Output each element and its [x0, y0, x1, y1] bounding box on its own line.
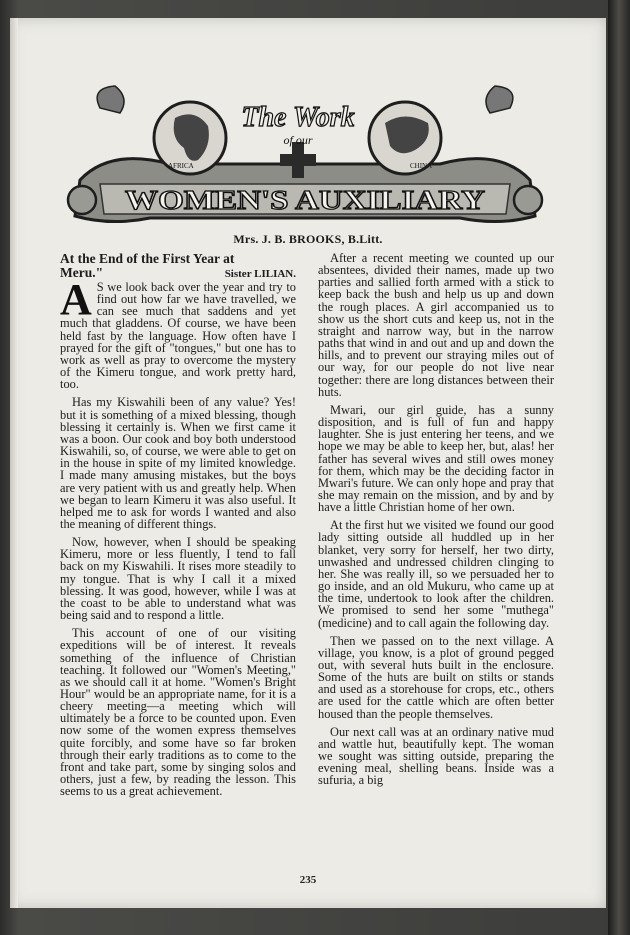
paragraph: At the first hut we visited we found our good lady sitting outside all huddled up in her blanket, very sorry for herself, her two dirty, unwashed and undressed children clinging to her. She was really ill, so we persuaded her to go inside, and an old Mukuru, who came up at the time, undertook to look after the children. We promised to send her some "muthega" (medicine) and to call again the following day.: [318, 518, 554, 630]
paragraph-text: S we look back over the year and try to find out how far we have travelled, we can see much that saddens and yet much that gladdens. Of course, we have been held fast by the language. How often have I prayed for the gift of "tongues," but one has to work as well as pray to overcome the mystery of the Kimeru tongue, and work pretty hard, too.: [60, 280, 296, 392]
scroll-left: [68, 186, 96, 214]
article-title: [60, 252, 296, 280]
paragraph: Now, however, when I should be speaking Kimeru, more or less fluently, I tend to fall back on my Kiswahili. It rises more steadily to my tongue. That is why I call it a mixed blessing. It was good, however, while I was at the coast to be able to understand what was being said and to respond a little.: [60, 535, 296, 623]
paragraph: After a recent meeting we counted up our absentees, divided their names, made up two parties and sallied forth armed with a stick to keep back the bush and help us up and down the rough places. A girl accompanied us to show us the short cuts and keep us, not in the straight and narrow way, but in the narrow paths that wind in and out and up and down the hills, and to prevent our straying miles out of our way, for our people do not live near together: there are long distances between their huts.: [318, 251, 554, 399]
article-title-line2: Meru.": [60, 265, 104, 280]
banner-title-line1: The Work: [241, 102, 355, 133]
banner-title-line3: WOMEN'S AUXILIARY: [125, 185, 485, 215]
header-banner: [60, 68, 550, 238]
paragraph: Our next call was at an ordinary native mud and wattle hut, beautifully kept. The woman we sought was sitting outside, preparing the evening meal, shelling beans. Inside was a sufuria, a big: [318, 724, 554, 788]
globe-right-label: CHINA: [410, 162, 433, 170]
paragraph: Then we passed on to the next village. A village, you know, is a plot of ground pegged out, with several huts built in the enclosure. Some of the huts are built on stilts or stands and used as a storehouse for crops, etc., others are used for the cattle which are often better housed than the people themselves.: [318, 633, 554, 721]
book-page: [10, 18, 606, 908]
banner-title-line2: of our: [283, 133, 313, 147]
paragraph: Mwari, our girl guide, has a sunny disposition, and is full of fun and happy laughter. She is just entering her teens, and we hope we may be able to keep her, but, alas! her father has several wives and still owes money for them, which may be the deciding factor in Mwari's future. We can only hope and pray that she may remain on the mission, and by and by have a little Christian home of her own.: [318, 402, 554, 515]
article-byline: Sister LILIAN.: [224, 268, 296, 280]
article-title-line1: At the End of the First Year at: [60, 251, 235, 266]
right-column: [318, 252, 554, 793]
scroll-right: [514, 186, 542, 214]
paragraph: This account of one of our visiting expeditions will be of interest. It reveals something of the influence of Christian teaching. It followed our "Women's Meeting," as we should call it at home. "Women's Bright Hour" would be an appropriate name, for it is a cheery meeting—a meeting which will ultimately be a force to be counted upon. Even now some of the women express themselves quite forcibly, and some have so far broken through their early traditions as to come to the front and take part, some by singing solos and others, just a few, by reading the lesson. This seems to us a great achievement.: [60, 626, 296, 799]
paragraph: Has my Kiswahili been of any value? Yes! but it is something of a mixed blessing, though blessing it certainly is. When we first came it was a boon. Our cook and boy both understood Kiswahili, so, of course, we were able to get on in the house in spite of my limited knowledge. I made many amusing mistakes, but the boys are very patient with us and greatly help. When we began to learn Kimeru it was also useful. It helped me to ask for words I wanted and also the meaning of different things.: [60, 395, 296, 531]
page-number: 235: [299, 874, 317, 886]
author-line: Mrs. J. B. BROOKS, B.Litt.: [233, 232, 383, 246]
ribbon-right: [486, 86, 513, 113]
ribbon-left: [97, 86, 124, 113]
drop-cap: A: [60, 275, 92, 324]
book-spine: [608, 0, 630, 935]
globe-left-label: AFRICA: [168, 162, 194, 170]
left-column: [60, 252, 296, 803]
paragraph: [60, 275, 296, 392]
page-gutter: [10, 18, 18, 908]
